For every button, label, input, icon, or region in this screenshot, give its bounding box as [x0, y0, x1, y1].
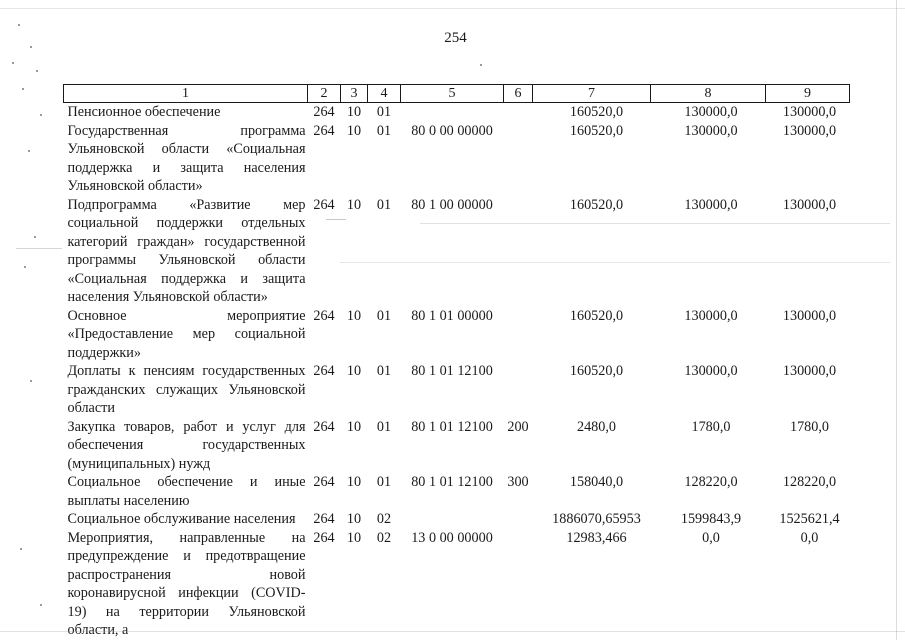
- row-col3: 10: [346, 363, 362, 379]
- row-col2: 264: [313, 307, 335, 324]
- row-col4: 02: [376, 511, 392, 527]
- row-col4: 01: [376, 104, 392, 120]
- header-cell-9: 9: [766, 85, 850, 103]
- budget-table: [63, 84, 850, 640]
- row-col5: 80 1 01 12100: [411, 474, 493, 490]
- row-col3: 10: [346, 511, 362, 527]
- row-col5: 80 1 01 12100: [411, 363, 493, 379]
- row-name: Государственная программа Ульяновской области «Социальная поддержка и защита населения Ульяновской области»: [67, 122, 306, 194]
- row-col5: 13 0 00 00000: [411, 529, 493, 546]
- header-cell-1: 1: [64, 85, 308, 103]
- row-col5: 80 1 01 12100: [411, 418, 493, 435]
- row-col4: 01: [376, 474, 392, 490]
- table-body: [64, 103, 850, 640]
- row-col2: 264: [313, 196, 335, 213]
- row-col7: 160520,0: [569, 307, 624, 324]
- row-col5: [401, 103, 504, 122]
- header-cell-6: 6: [504, 85, 533, 103]
- table-row: [64, 362, 850, 418]
- row-col9: 130000,0: [782, 196, 837, 213]
- row-col3: 10: [346, 104, 362, 120]
- row-col8: 130000,0: [684, 307, 738, 324]
- header-cell-5: 5: [401, 85, 504, 103]
- row-col6: 200: [507, 418, 529, 435]
- scan-edge-right: [896, 0, 897, 640]
- table-header-row: [64, 85, 850, 103]
- table-row: [64, 510, 850, 529]
- row-col9: 130000,0: [782, 363, 837, 379]
- row-col2: 264: [313, 418, 335, 435]
- scan-dot: [30, 380, 32, 382]
- row-name: Мероприятия, направленные на предупреждение и предотвращение распространения новой коронавирусной инфекции (COVID-19) на территории Ульяновской области, а: [67, 529, 306, 638]
- row-col3: 10: [346, 418, 362, 435]
- row-col6: [504, 529, 533, 640]
- row-col4: 01: [376, 363, 392, 379]
- row-col9: 130000,0: [782, 104, 837, 120]
- table-row: [64, 418, 850, 474]
- row-col8: 130000,0: [684, 196, 738, 213]
- row-col6: [504, 307, 533, 363]
- row-col3: 10: [346, 474, 362, 490]
- scan-edge-bottom: [0, 631, 905, 632]
- table-row: [64, 196, 850, 307]
- row-col9: 1525621,4: [779, 511, 840, 527]
- row-col4: 01: [376, 418, 392, 435]
- row-col3: 10: [346, 196, 362, 213]
- row-col3: 10: [346, 122, 362, 139]
- row-col8: 1780,0: [691, 418, 731, 435]
- row-col2: 264: [313, 529, 335, 546]
- row-name: Подпрограмма «Развитие мер социальной поддержки отдельных категорий граждан» государственной программы Ульяновской области «Социальная поддержка и защита населения Ульяновской области»: [67, 196, 306, 305]
- scan-dot: [34, 236, 36, 238]
- table-row: [64, 103, 850, 122]
- scan-dot: [480, 64, 482, 66]
- row-col9: 1780,0: [789, 418, 829, 435]
- row-col6: [504, 362, 533, 418]
- row-col8: 1599843,9: [680, 511, 742, 527]
- row-col4: 02: [376, 529, 392, 546]
- row-col7: 158040,0: [569, 474, 624, 490]
- table-row: [64, 529, 850, 640]
- scan-edge-top: [0, 8, 905, 9]
- row-col2: 264: [313, 104, 335, 120]
- scan-dot: [28, 150, 30, 152]
- row-col7: 160520,0: [569, 196, 624, 213]
- row-col3: 10: [346, 529, 362, 546]
- row-col8: 130000,0: [684, 104, 738, 120]
- row-col2: 264: [313, 122, 335, 139]
- scan-dot: [40, 114, 42, 116]
- row-col5: [401, 510, 504, 529]
- row-name: Социальное обслуживание населения: [67, 511, 296, 527]
- scan-dot: [12, 62, 14, 64]
- row-col4: 01: [376, 122, 392, 139]
- row-col7: 2480,0: [576, 418, 616, 435]
- scan-dot: [18, 24, 20, 26]
- scan-dot: [36, 70, 38, 72]
- row-col5: 80 1 00 00000: [411, 196, 493, 213]
- scan-dot: [22, 88, 24, 90]
- scan-streak: [16, 248, 62, 249]
- scan-streak: [340, 262, 890, 263]
- header-cell-3: 3: [341, 85, 368, 103]
- header-cell-2: 2: [308, 85, 341, 103]
- header-cell-4: 4: [368, 85, 401, 103]
- row-col7: 160520,0: [569, 104, 624, 120]
- row-col6: [504, 103, 533, 122]
- row-name: Закупка товаров, работ и услуг для обеспечения государственных (муниципальных) нужд: [67, 418, 306, 472]
- header-cell-7: 7: [533, 85, 651, 103]
- scan-dot: [24, 266, 26, 268]
- row-col9: 128220,0: [782, 474, 837, 490]
- row-col6: 300: [507, 474, 529, 490]
- row-name: Социальное обеспечение и иные выплаты населению: [67, 474, 306, 509]
- row-col7: 160520,0: [569, 122, 624, 139]
- scan-dot: [20, 548, 22, 550]
- row-col9: 0,0: [800, 529, 819, 546]
- row-col4: 01: [376, 307, 392, 324]
- row-col9: 130000,0: [782, 122, 837, 139]
- row-name: Основное мероприятие «Предоставление мер социальной поддержки»: [67, 307, 306, 361]
- row-col8: 0,0: [702, 529, 720, 546]
- row-col7: 1886070,65953: [552, 511, 641, 527]
- row-col6: [504, 510, 533, 529]
- page-number: 254: [444, 30, 467, 46]
- table-row: [64, 307, 850, 363]
- scan-streak: [326, 219, 346, 220]
- row-col8: 130000,0: [684, 363, 738, 379]
- row-col6: [504, 196, 533, 307]
- row-col2: 264: [313, 474, 335, 490]
- row-col7: 12983,466: [566, 529, 627, 546]
- row-col3: 10: [346, 307, 362, 324]
- row-col9: 130000,0: [782, 307, 837, 324]
- row-col5: 80 0 00 00000: [411, 122, 493, 139]
- row-name: Доплаты к пенсиям государственных гражданских служащих Ульяновской области: [67, 363, 306, 416]
- table-row: [64, 473, 850, 510]
- scan-dot: [30, 46, 32, 48]
- row-col2: 264: [313, 511, 335, 527]
- row-col7: 160520,0: [569, 363, 624, 379]
- scan-dot: [40, 604, 42, 606]
- scan-streak: [420, 223, 890, 224]
- header-cell-8: 8: [651, 85, 766, 103]
- row-name: Пенсионное обеспечение: [67, 104, 221, 120]
- row-col8: 128220,0: [684, 474, 738, 490]
- row-col2: 264: [313, 363, 335, 379]
- row-col8: 130000,0: [684, 122, 738, 139]
- table-row: [64, 122, 850, 196]
- row-col4: 01: [376, 196, 392, 213]
- row-col6: [504, 122, 533, 196]
- row-col5: 80 1 01 00000: [411, 307, 493, 324]
